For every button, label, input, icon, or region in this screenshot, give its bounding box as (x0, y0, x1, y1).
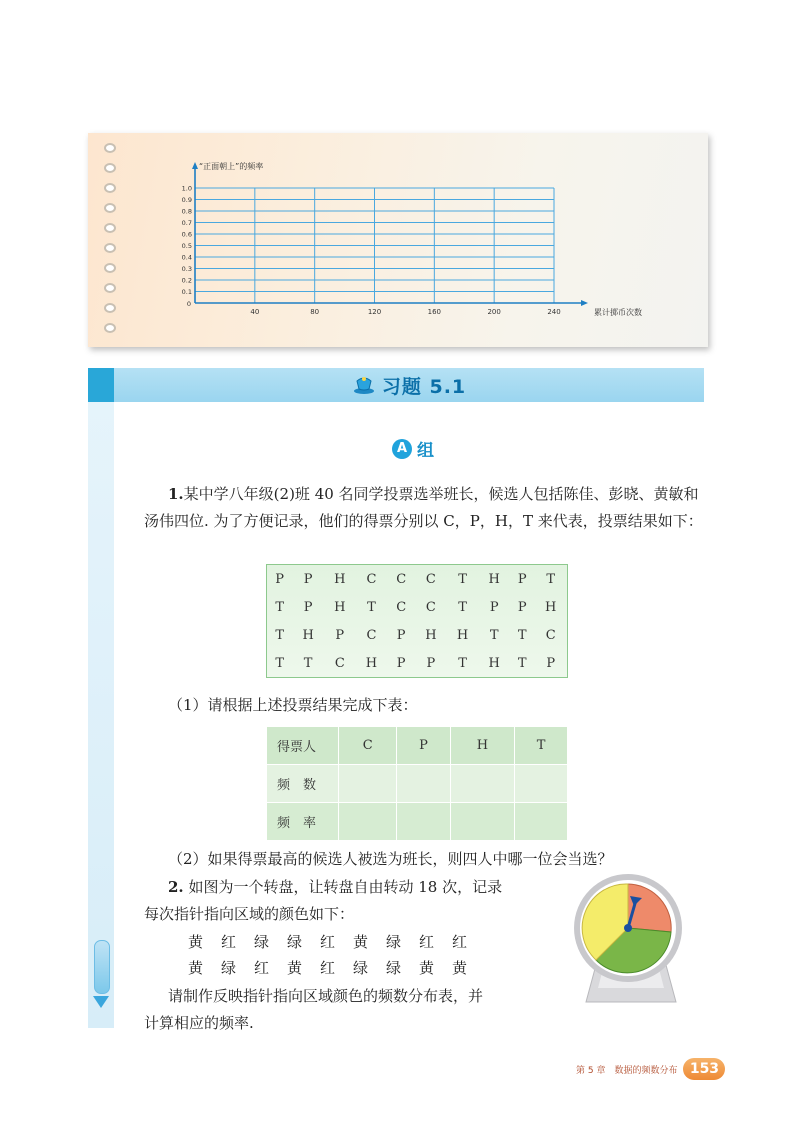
color-word: 黄 (287, 959, 303, 977)
q1-sub2: （2）如果得票最高的候选人被选为班长，则四人中哪一位会当选？ (168, 850, 613, 868)
y-tick-label: 0.1 (181, 288, 192, 296)
vote-cell: T (546, 571, 556, 587)
q2-line2: 每次指针指向区域的颜色如下： (144, 905, 355, 923)
x-tick-label: 200 (487, 308, 501, 316)
y-tick-label: 0.8 (181, 207, 192, 216)
vote-cell: T (275, 599, 284, 615)
page-number: 153 (683, 1058, 725, 1080)
table-cell (397, 765, 450, 803)
vote-cell: T (275, 655, 284, 671)
y-tick-label: 0.7 (181, 219, 192, 227)
color-word: 红 (419, 933, 435, 951)
vote-cell: T (489, 627, 499, 643)
group-heading (392, 436, 434, 461)
table-cell (397, 803, 450, 841)
x-tick-label: 40 (250, 308, 260, 316)
color-word: 红 (254, 959, 270, 977)
header-cell: C (339, 727, 397, 765)
color-word: 黄 (353, 933, 369, 951)
vote-cell: P (517, 599, 527, 615)
y-tick-label: 0.6 (181, 230, 192, 239)
x-tick-label: 240 (547, 308, 561, 316)
header-cell: 得票人 (267, 727, 339, 765)
vote-cell: T (517, 627, 527, 643)
y-tick-label: 0.2 (181, 276, 192, 285)
vote-cell: C (425, 599, 436, 615)
chapter-label: 第 5 章 数据的频数分布 (576, 1065, 678, 1076)
side-band (88, 368, 114, 1028)
scroll-indicator (94, 940, 110, 994)
table-row (267, 765, 568, 803)
color-word: 红 (320, 933, 336, 951)
vote-cell: P (303, 599, 313, 615)
vote-cell: C (396, 571, 407, 587)
section-title-bar (114, 368, 704, 402)
x-axis-label: 累计掷币次数 (594, 308, 642, 317)
color-word: 绿 (353, 959, 369, 977)
table-cell (450, 765, 515, 803)
vote-cell: P (517, 571, 527, 587)
q1-number: 1. (168, 485, 184, 503)
down-arrow-icon (93, 996, 109, 1008)
table-cell (515, 803, 568, 841)
color-word: 红 (452, 933, 468, 951)
q1-sub1: （1）请根据上述投票结果完成下表： (168, 696, 418, 714)
color-word: 绿 (287, 933, 303, 951)
vote-cell: C (334, 655, 345, 671)
vote-cell: H (365, 655, 378, 671)
x-tick-label: 80 (310, 308, 320, 316)
vote-cell: H (334, 599, 346, 615)
table-header-row (267, 727, 568, 765)
table-cell (515, 765, 568, 803)
y-tick-label: 0.4 (181, 253, 192, 262)
color-word: 绿 (254, 933, 270, 951)
color-word: 黄 (188, 959, 204, 977)
group-badge: A (392, 439, 412, 459)
color-word: 红 (320, 959, 336, 977)
table-cell (339, 803, 397, 841)
vote-cell: H (456, 627, 469, 643)
color-word: 绿 (386, 959, 402, 977)
color-sequence-row (188, 931, 485, 952)
votes-table (266, 564, 568, 678)
cup-icon (352, 375, 376, 395)
color-word: 黄 (188, 933, 204, 951)
vote-cell: H (488, 655, 500, 671)
row-label: 频 数 (267, 765, 339, 803)
header-cell: H (450, 727, 515, 765)
vote-cell: H (302, 627, 314, 643)
x-tick-label: 120 (367, 308, 382, 316)
vote-cell: C (425, 571, 436, 587)
vote-cell: H (545, 599, 557, 615)
q1-text (144, 481, 704, 535)
table-row (267, 593, 568, 621)
side-band-header (88, 368, 114, 402)
y-axis-label: “正面朝上”的频率 (199, 162, 264, 171)
page-footer (576, 1058, 725, 1080)
q2-line1-text: 如图为一个转盘，让转盘自由转动 18 次，记录 (188, 878, 503, 896)
y-tick-label: 1.0 (181, 184, 192, 193)
q2-line3: 请制作反映指针指向区域颜色的频数分布表，并 (168, 987, 484, 1005)
color-word: 黄 (419, 959, 435, 977)
vote-cell: T (367, 599, 376, 615)
x-tick-label: 160 (427, 308, 442, 316)
q2-number: 2. (168, 878, 184, 896)
frequency-table (266, 726, 568, 841)
table-cell (339, 765, 397, 803)
color-sequence-row (188, 957, 485, 978)
table-row (267, 803, 568, 841)
chart-card (88, 133, 708, 347)
header-cell: T (515, 727, 568, 765)
section-title: 习题 5.1 (381, 375, 467, 398)
vote-cell: T (458, 655, 467, 671)
vote-cell: T (458, 599, 467, 615)
table-row (267, 621, 568, 649)
y-tick-label: 0.5 (181, 242, 192, 250)
vote-cell: H (425, 627, 437, 643)
q2-line4: 计算相应的频率. (144, 1014, 254, 1032)
q1-body: 某中学八年级(2)班 40 名同学投票选举班长，候选人包括陈佳、彭晓、黄敏和汤伟四位. 为了方便记录，他们的得票分别以 C，P，H，T 来代表，投票结果如下： (144, 485, 703, 530)
vote-cell: P (489, 599, 499, 615)
row-label: 频 率 (267, 803, 339, 841)
vote-cell: T (275, 627, 284, 643)
color-word: 红 (221, 933, 237, 951)
vote-cell: T (458, 571, 467, 587)
vote-cell: P (396, 627, 406, 643)
vote-cell: P (546, 655, 556, 671)
color-word: 黄 (452, 959, 468, 977)
color-word: 绿 (386, 933, 402, 951)
vote-cell: P (275, 571, 285, 587)
y-tick-label: 0.9 (181, 196, 192, 204)
table-row (267, 565, 568, 594)
x-axis-arrow (581, 300, 588, 306)
vote-cell: C (366, 571, 377, 587)
vote-cell: T (303, 655, 313, 671)
vote-cell: P (303, 571, 313, 587)
vote-cell: H (334, 571, 346, 587)
y-tick-label: 0.3 (181, 265, 192, 273)
group-label: 组 (417, 441, 434, 461)
y-axis-arrow (192, 162, 198, 169)
color-word: 绿 (221, 959, 237, 977)
header-cell: P (397, 727, 450, 765)
vote-cell: C (545, 627, 556, 643)
vote-cell: P (335, 627, 345, 643)
table-cell (450, 803, 515, 841)
vote-cell: H (488, 571, 500, 587)
q2-line1 (168, 874, 568, 901)
vote-cell: P (426, 655, 436, 671)
spinner-illustration (566, 870, 696, 1010)
frequency-chart (88, 133, 708, 347)
origin-label: 0 (186, 300, 191, 308)
vote-cell: C (396, 599, 407, 615)
table-row (267, 649, 568, 678)
vote-cell: C (366, 627, 377, 643)
vote-cell: T (517, 655, 527, 671)
vote-cell: P (396, 655, 406, 671)
